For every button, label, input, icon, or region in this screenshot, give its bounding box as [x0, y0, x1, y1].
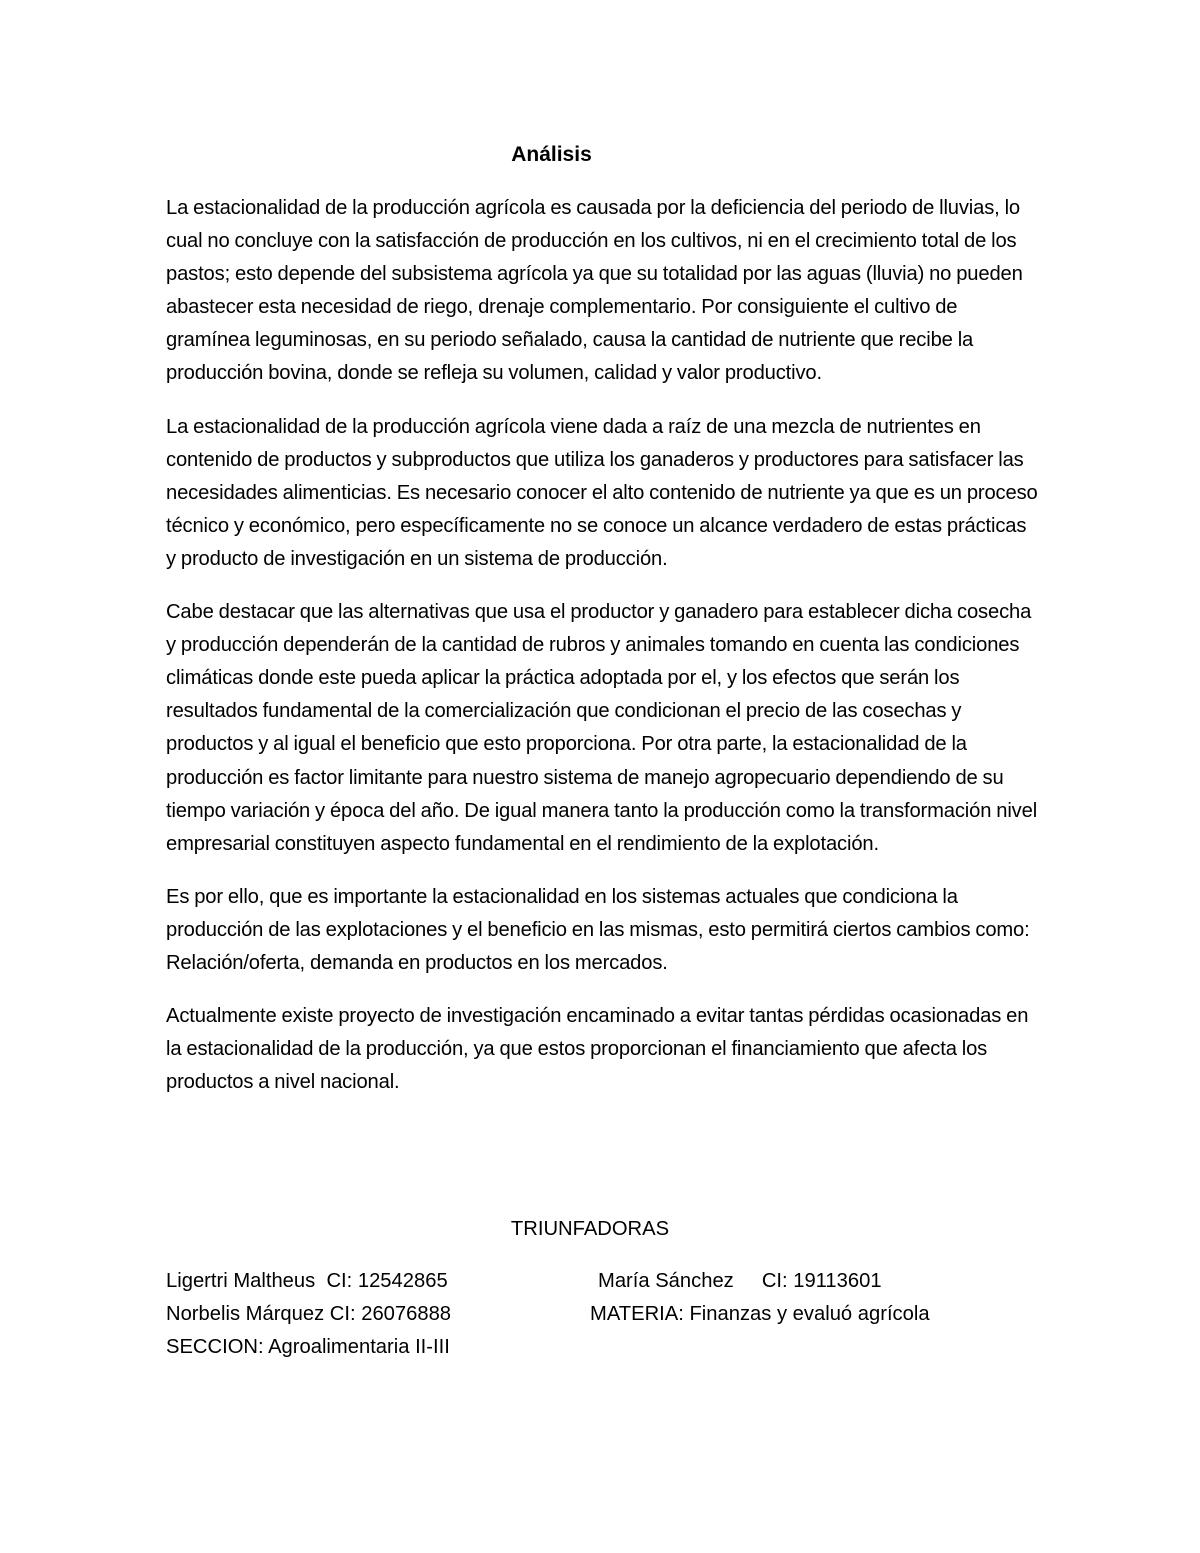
document-title: Análisis: [511, 143, 592, 166]
signers-heading: TRIUNFADORAS: [510, 1218, 670, 1240]
signer-1: Ligertri Maltheus CI: 12542865: [166, 1270, 448, 1292]
section-label: SECCION: Agroalimentaria II-III: [166, 1336, 450, 1358]
signer-3: Norbelis Márquez CI: 26076888: [166, 1303, 452, 1325]
paragraph-1: La estacionalidad de la producción agrícola es causada por la deficiencia del periodo de lluvias, lo cual no concluye con la satisfacción de producción en los cultivos, ni en el crecimiento total de los pastos; esto depende del subsistema agrícola ya que su totalidad por las aguas (lluvia) no pueden abastecer esta necesidad de riego, drenaje complementario. Por consiguiente el cultivo de gramínea leguminosas, en su periodo señalado, causa la cantidad de nutriente que recibe la producción bovina, donde se refleja su volumen, calidad y valor productivo.: [166, 197, 1023, 385]
signer-row: [166, 1331, 1066, 1364]
paragraph-3: Cabe destacar que las alternativas que usa el productor y ganadero para establecer dicha cosecha y producción dependerán de la cantidad de rubros y animales tomando en cuenta las condiciones climáticas donde este pueda aplicar la práctica adoptada por el, y los efectos que serán los resultados fundamental de la comercialización que condicionan el precio de las cosechas y productos y al igual el beneficio que esto proporciona. Por otra parte, la estacionalidad de la producción es factor limitante para nuestro sistema de manejo agropecuario dependiendo de su tiempo variación y época del año. De igual manera tanto la producción como la transformación nivel empresarial constituyen aspecto fundamental en el rendimiento de la explotación.: [166, 601, 1038, 855]
paragraph-5: Actualmente existe proyecto de investigación encaminado a evitar tantas pérdidas ocasionadas en la estacionalidad de la producción, ya que estos proporcionan el financiamiento que afecta los productos a nivel nacional.: [166, 1005, 1029, 1094]
signer-row: [166, 1298, 1066, 1331]
document-body: [166, 192, 1041, 1119]
paragraph-4: Es por ello, que es importante la estacionalidad en los sistemas actuales que condiciona la producción de las explotaciones y el beneficio en las mismas, esto permitirá ciertos cambios como: Relación/oferta, demanda en productos en los mercados.: [166, 885, 1030, 974]
signer-2: María Sánchez CI: 19113601: [598, 1270, 882, 1292]
subject-label: MATERIA: Finanzas y evaluó agrícola: [590, 1303, 930, 1325]
paragraph-2: La estacionalidad de la producción agrícola viene dada a raíz de una mezcla de nutrientes en contenido de productos y subproductos que utiliza los ganaderos y productores para satisfacer las necesidades alimenticias. Es necesario conocer el alto contenido de nutriente ya que es un proceso técnico y económico, pero específicamente no se conoce un alcance verdadero de estas prácticas y producto de investigación en un sistema de producción.: [166, 415, 1038, 570]
signer-row: [166, 1265, 1066, 1298]
signers-block: [166, 1265, 1066, 1364]
